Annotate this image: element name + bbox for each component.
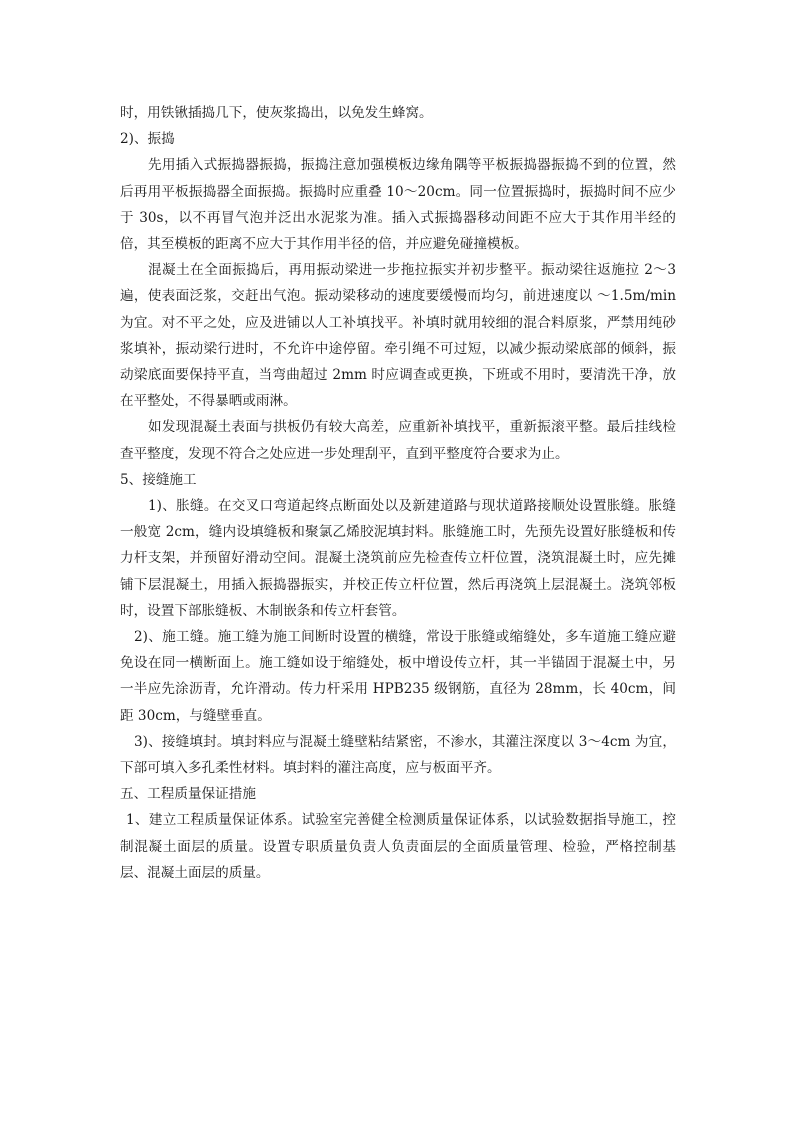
paragraph-vibration-method: 先用插入式振捣器振捣，振捣注意加强模板边缘角隅等平板振捣器振捣不到的位置，然后再用平板振捣器全面振捣。振捣时应重叠 10～20cm。同一位置振捣时，振捣时间不应少于 30s，以不再冒气泡并泛出水泥浆为准。插入式振捣器移动间距不应大于其作用半经的倍，其至模板的距离不应大于其作用半径的倍，并应避免碰撞模板。: [120, 157, 676, 253]
document-body: [120, 100, 676, 886]
paragraph-vibrating-beam: 混凝土在全面振捣后，再用振动梁进一步拖拉振实并初步整平。振动梁往返施拉 2～3 遍，使表面泛浆，交赶出气泡。振动梁移动的速度要缓慢而均匀，前进速度以 ～1.5m/min 为宜。对不平之处，应及进铺以人工补填找平。补填时就用较细的混合料原浆，严禁用纯砂浆填补，振动梁行进时，不允许中途停留。牵引绳不可过短，以减少振动梁底部的倾斜，振动梁底面要保持平直，当弯曲超过 2mm 时应调查或更换，下班或不用时，要清洗干净，放在平整处，不得暴晒或雨淋。: [120, 262, 676, 410]
heading-joint-construction: 5、接缝施工: [120, 471, 197, 488]
subheading-vibration: 2)、振捣: [120, 131, 175, 148]
paragraph-quality-system: 1、建立工程质量保证体系。试验室完善健全检测质量保证体系，以试验数据指导施工，控制混凝土面层的质量。设置专职质量负责人负责面层的全面质量管理、检验，严格控制基层、混凝土面层的质量。: [120, 812, 676, 881]
paragraph-construction-joint: 2)、施工缝。施工缝为施工间断时设置的横缝，常设于胀缝或缩缝处，多车道施工缝应避免设在同一横断面上。施工缝如设于缩缝处，板中增设传立杆，其一半锚固于混凝土中，另一半应先涂沥青，允许滑动。传力杆采用 HPB235 级钢筋，直径为 28mm，长 40cm，间距 30cm，与缝壁垂直。: [120, 629, 676, 724]
paragraph-continuation: 时，用铁锹插捣几下，使灰浆捣出，以免发生蜂窝。: [120, 105, 433, 121]
heading-quality-measures: 五、工程质量保证措施: [120, 786, 256, 803]
paragraph-joint-sealing: 3)、接缝填封。填封料应与混凝土缝壁粘结紧密，不渗水，其灌注深度以 3～4cm 为宜，下部可填入多孔柔性材料。填封料的灌注高度，应与板面平齐。: [120, 733, 676, 777]
paragraph-flatness-check: 如发现混凝土表面与拱板仍有较大高差，应重新补填找平，重新振滚平整。最后挂线检查平整度，发现不符合之处应进一步处理刮平，直到平整度符合要求为止。: [120, 419, 676, 462]
paragraph-expansion-joint: 1)、胀缝。在交叉口弯道起终点断面处以及新建道路与现状道路接顺处设置胀缝。胀缝一般宽 2cm，缝内设填缝板和聚氯乙烯胶泥填封料。胀缝施工时，先预先设置好胀缝板和传力杆支架，并预留好滑动空间。混凝土浇筑前应先检查传立杆位置，浇筑混凝土时，应先摊铺下层混凝土，用插入振捣器振实，并校正传立杆位置，然后再浇筑上层混凝土。浇筑邻板时，设置下部胀缝板、木制嵌条和传立杆套管。: [120, 498, 676, 619]
